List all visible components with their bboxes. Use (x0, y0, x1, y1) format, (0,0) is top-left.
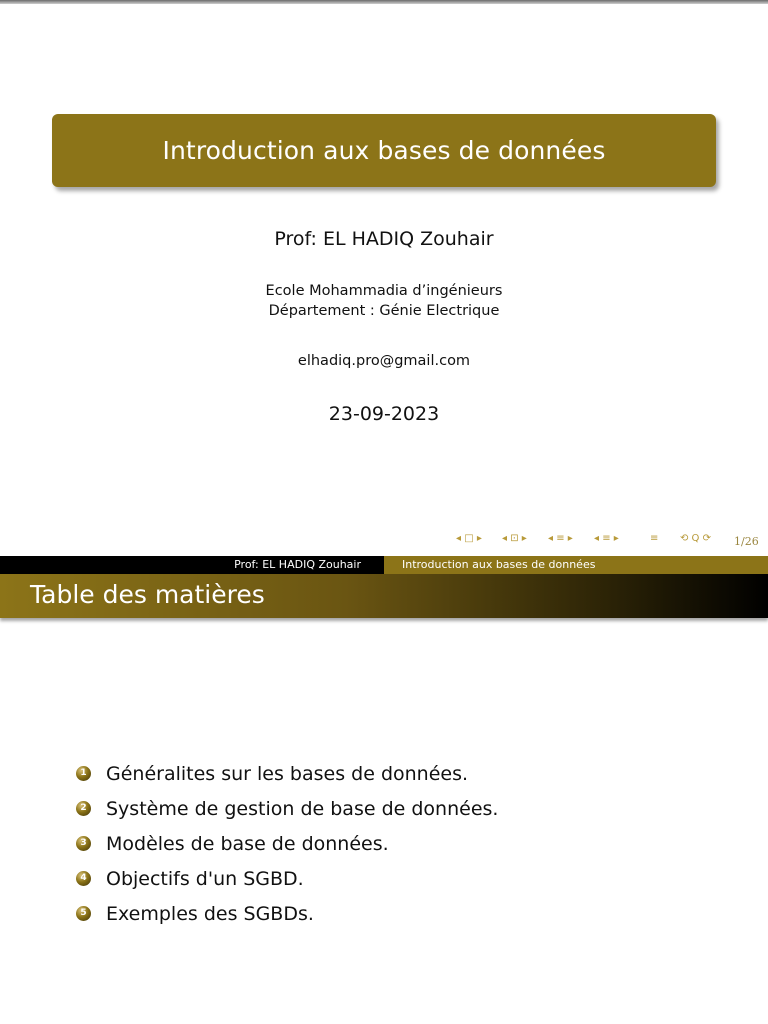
frame-title-bar (0, 574, 768, 618)
numbered-ball-icon: 5 (76, 906, 91, 921)
institution-name: Ecole Mohammadia d’ingénieurs (265, 283, 503, 299)
slide-header-bar (0, 556, 768, 574)
nav-section-alt-icon[interactable]: ◂ ≡ ▸ (594, 533, 619, 544)
nav-subsection-icon[interactable]: ◂ ⊡ ▸ (502, 533, 527, 544)
beamer-navigation (456, 533, 766, 551)
nav-section-icon[interactable]: ◂ ≡ ▸ (548, 533, 573, 544)
department-name: Département : Génie Electrique (268, 303, 500, 319)
numbered-ball-icon: 3 (76, 836, 91, 851)
numbered-ball-icon: 2 (76, 801, 91, 816)
presentation-title: Introduction aux bases de données (162, 136, 606, 165)
page-number: 1/26 (734, 535, 759, 548)
toc-item-label: Système de gestion de base de données. (106, 798, 499, 820)
header-author: Prof: EL HADIQ Zouhair (234, 558, 361, 571)
presentation-date: 23-09-2023 (328, 403, 440, 425)
nav-frame-icon[interactable]: ◂ □ ▸ (456, 533, 482, 544)
numbered-ball-icon: 4 (76, 871, 91, 886)
frame-title: Table des matières (30, 580, 265, 609)
nav-toc-icon[interactable]: ≡ (650, 533, 659, 544)
author-name: Prof: EL HADIQ Zouhair (274, 228, 494, 250)
numbered-ball-icon: 1 (76, 766, 91, 781)
author-email: elhadiq.pro@gmail.com (297, 353, 471, 369)
header-title: Introduction aux bases de données (384, 556, 768, 574)
toc-item-label: Généralites sur les bases de données. (106, 763, 469, 785)
toc-item-label: Modèles de base de données. (106, 833, 389, 855)
toc-item-label: Objectifs d'un SGBD. (106, 868, 304, 890)
presentation-title-box (52, 114, 716, 187)
top-divider (0, 0, 768, 4)
nav-search-icon[interactable]: ⟲ Q ⟳ (680, 533, 711, 544)
toc-item-label: Exemples des SGBDs. (106, 903, 314, 925)
